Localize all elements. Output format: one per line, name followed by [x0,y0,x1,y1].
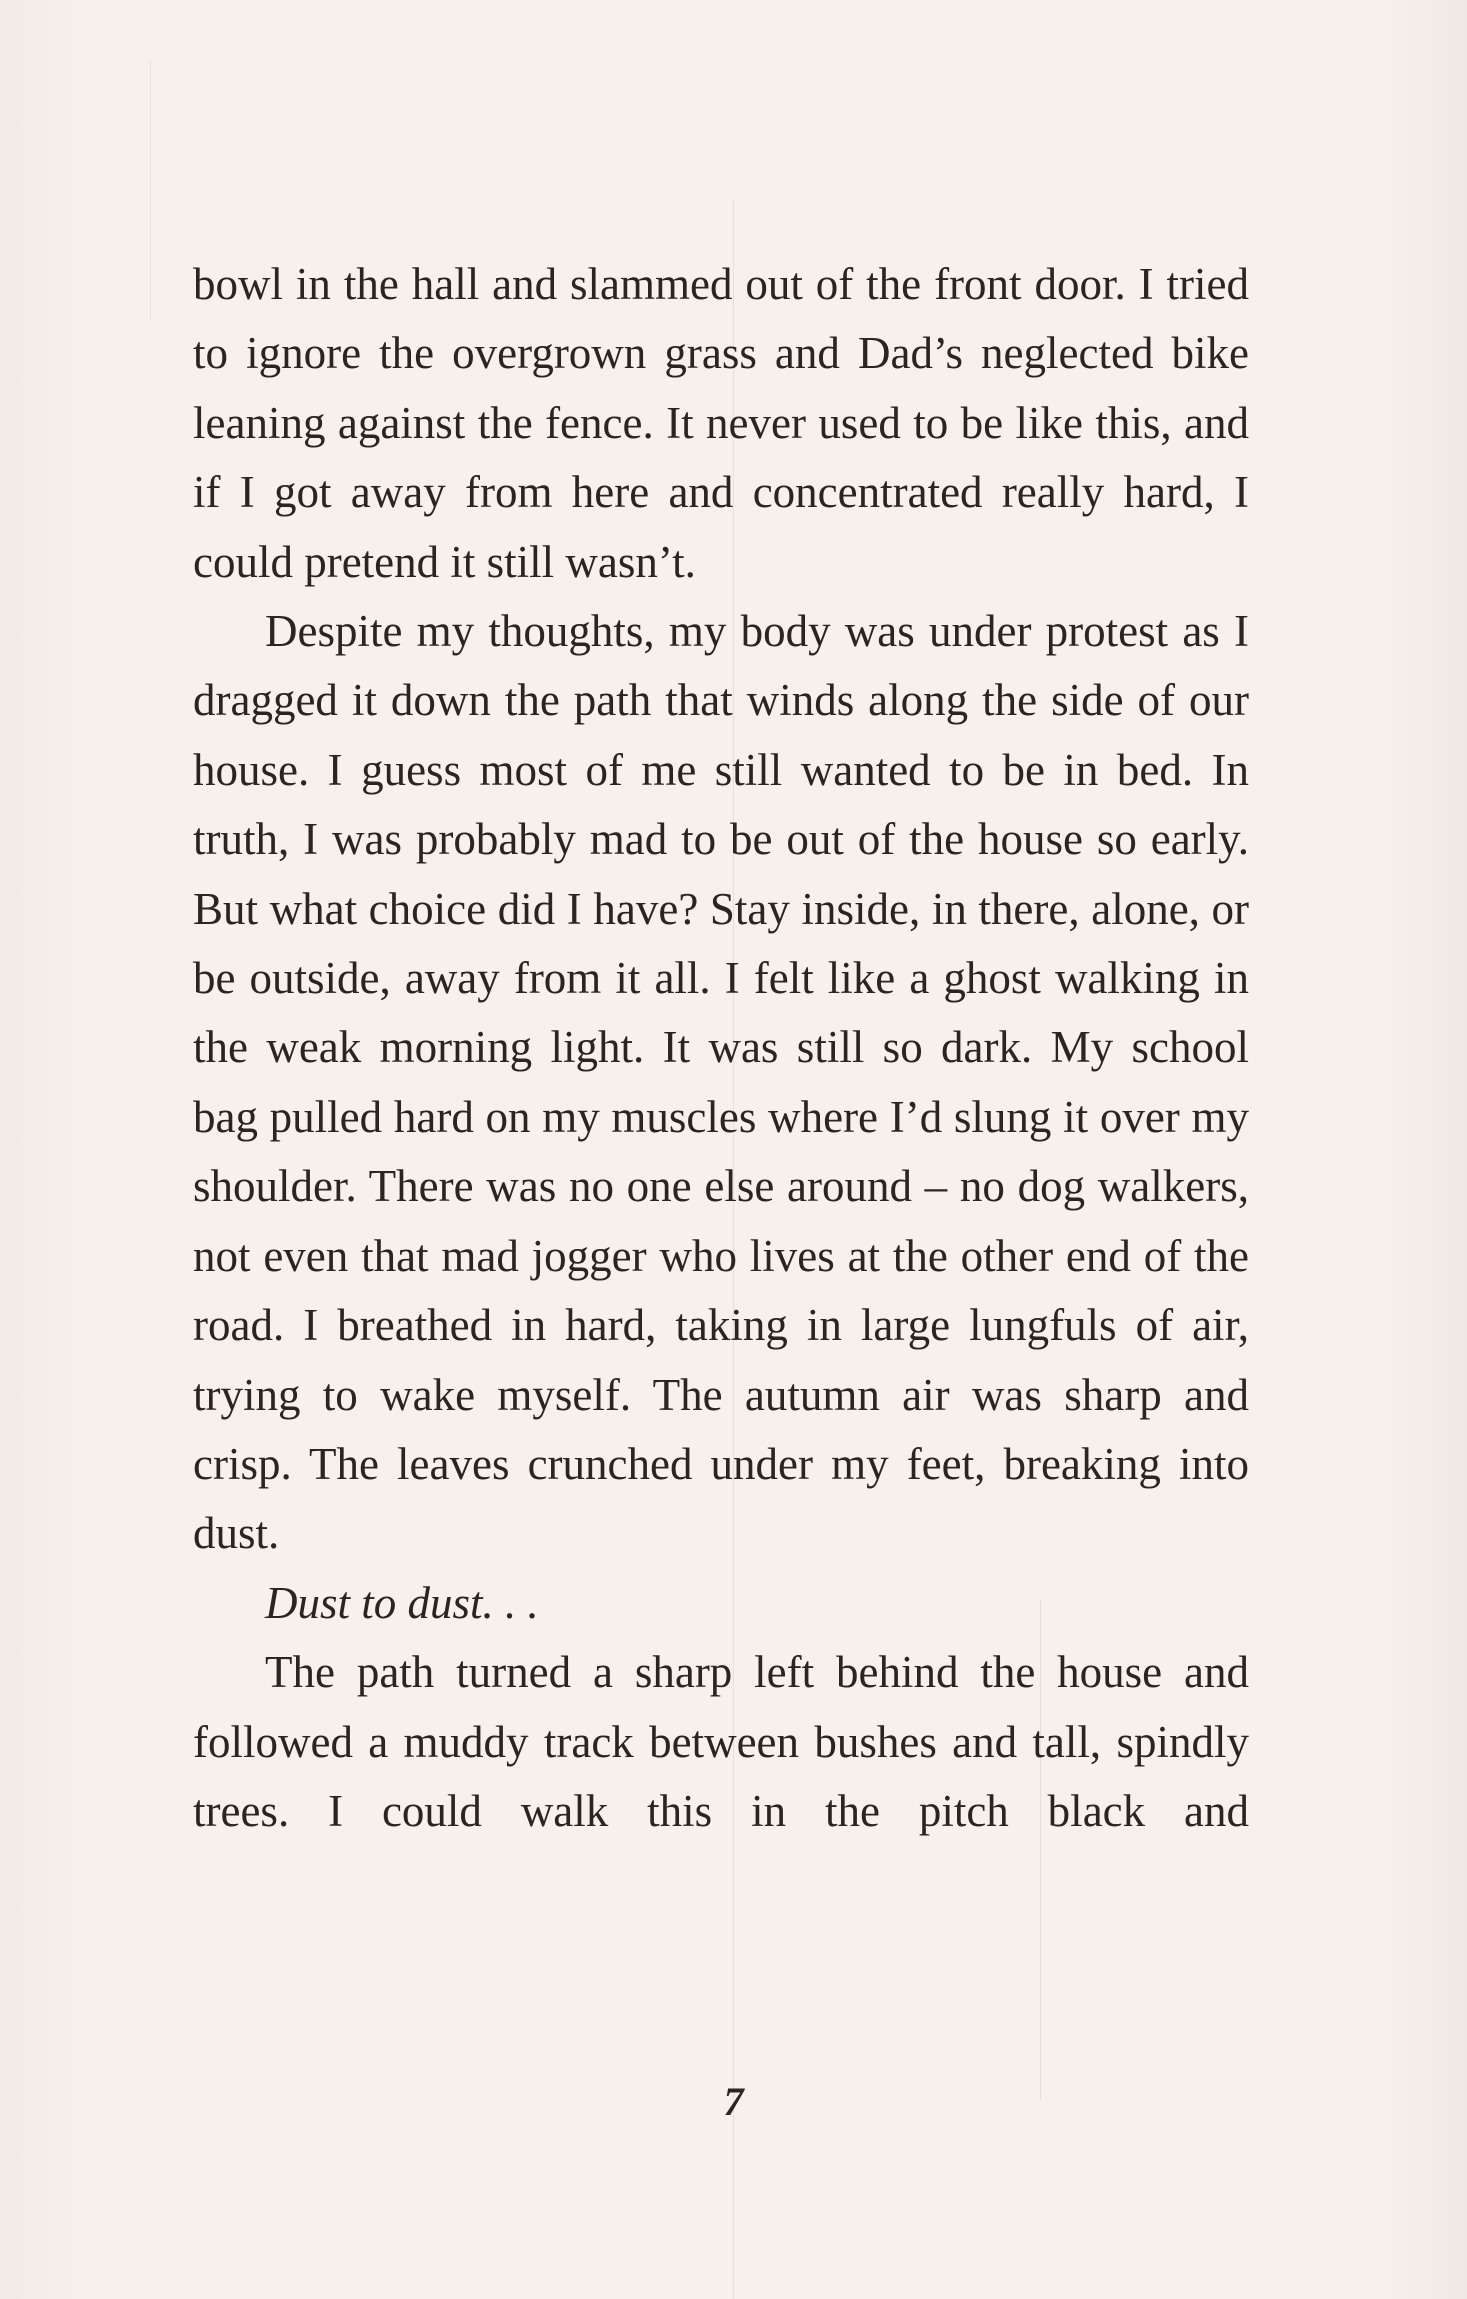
paragraph: bowl in the hall and slammed out of the front door. I tried to ignore the overgrown grass and Dad’s neglected bike leaning against the fence. It never used to be like this, and if I got away from here and concentrated really hard, I could pretend it still wasn’t. [193,259,1249,587]
page-number: 7 [723,2079,744,2124]
paragraph: Despite my thoughts, my body was under protest as I dragged it down the path that winds along the side of our house. I guess most of me still wanted to be in bed. In truth, I was probably mad to be out of the house so early. But what choice did I have? Stay inside, in there, alone, or be outside, away from it all. I felt like a ghost walking in the weak morning light. It was still so dark. My school bag pulled hard on my muscles where I’d slung it over my shoulder. There was no one else around – no dog walkers, not even that mad jogger who lives at the other end of the road. I breathed in hard, taking in large lungfuls of air, trying to wake myself. The autumn air was sharp and crisp. The leaves crunched under my feet, breaking into dust. [193,606,1249,1559]
scan-artifact-line [150,60,151,320]
italic-paragraph: Dust to dust. . . [265,1577,539,1628]
paragraph: The path turned a sharp left behind the house and followed a muddy track between bushes and tall, spindly trees. I could walk this in the pitch black and [193,1647,1249,1836]
body-text [193,250,1249,1846]
